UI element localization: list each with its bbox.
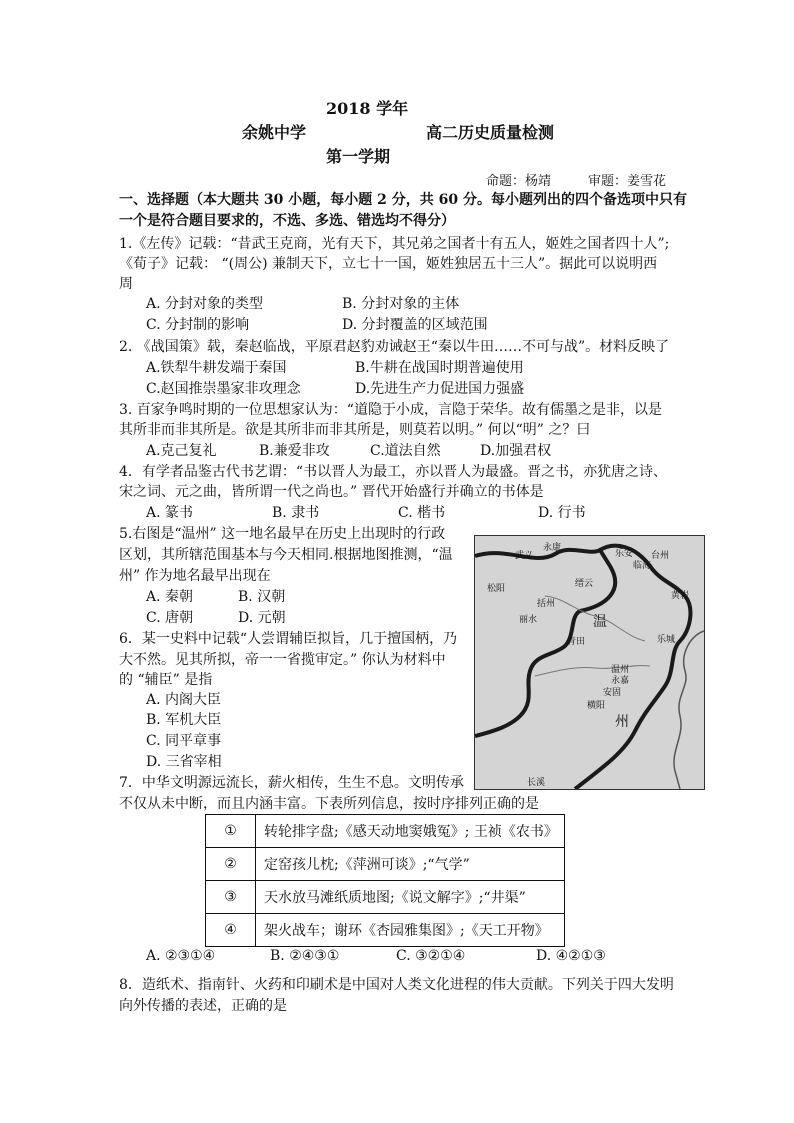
map-label-16: 横阳 [587, 701, 606, 711]
map-graphic [475, 536, 704, 789]
q1-option-d[interactable]: D. 分封覆盖的区域范围 [342, 317, 488, 333]
header-term: 第一学期 [326, 147, 391, 166]
map-label-2: 乐安 [615, 549, 634, 559]
q5-option-b[interactable]: B. 汉朝 [238, 589, 286, 605]
map-label-5: 松阳 [487, 584, 506, 594]
header-year: 2018 学年 [326, 99, 409, 118]
q2-option-b[interactable]: B.牛耕在战国时期普遍使用 [355, 360, 524, 376]
q2-option-a[interactable]: A.铁犁牛耕发端于秦国 [146, 360, 287, 376]
q3-line2: 其所非而非其所是。欲是其所非而非其所是，则莫若以明。” 何以“明” 之？曰 [119, 422, 591, 438]
q3-option-c[interactable]: C.道法自然 [370, 443, 441, 459]
q1-option-c[interactable]: C. 分封制的影响 [146, 317, 250, 333]
q3-option-d[interactable]: D.加强君权 [480, 443, 552, 459]
map-label-10: 温 [593, 614, 607, 630]
q7-row-number: ③ [206, 881, 256, 914]
q6-option-b[interactable]: B. 军机大臣 [146, 712, 222, 728]
wenzhou-map [474, 535, 705, 790]
map-label-3: 台州 [651, 551, 670, 561]
q7-row-number: ② [206, 848, 256, 881]
q4-option-d[interactable]: D. 行书 [538, 505, 586, 521]
q2-option-d[interactable]: D.先进生产力促进国力强盛 [355, 381, 525, 397]
q1-line1: 1.《左传》记载：“昔武王克商，光有天下，其兄弟之国者十有五人，姬姓之国者四十人”; [119, 236, 670, 252]
q7-option-a[interactable]: A. ②③①④ [146, 948, 216, 964]
q6-option-c[interactable]: C. 同平章事 [146, 733, 222, 749]
map-label-0: 永康 [543, 543, 562, 553]
q8-line2: 向外传播的表述，正确的是 [119, 998, 287, 1014]
q3-option-a[interactable]: A.克己复礼 [146, 443, 217, 459]
map-label-4: 临海 [633, 561, 652, 571]
table-row [206, 914, 565, 947]
q1-option-b[interactable]: B. 分封对象的主体 [342, 296, 460, 312]
q4-option-b[interactable]: B. 隶书 [272, 505, 320, 521]
map-label-12: 青田 [567, 637, 586, 647]
q7-row-content: 架火战车；谢环《杏园雅集图》;《天工开物》 [256, 914, 565, 947]
map-label-11: 乐城 [657, 635, 676, 645]
map-label-17: 州 [615, 714, 629, 730]
q8-line1: 8．造纸术、指南针、火药和印刷术是中国对人类文化进程的伟大贡献。下列关于四大发明 [119, 977, 674, 993]
q7-row-content: 天水放马滩纸质地图;《说文解字》;“井渠” [256, 881, 565, 914]
header-setter: 命题：杨靖 [486, 174, 552, 189]
q3-option-b[interactable]: B.兼爱非攻 [259, 443, 330, 459]
map-label-8: 黄岩 [671, 591, 690, 601]
q5-line2: 区划，其所辖范围基本与今天相同.根据地图推测，“温 [119, 547, 453, 563]
map-label-6: 括州 [537, 599, 556, 609]
q7-line2: 不仅从未中断，而且内涵丰富。下表所列信息，按时序排列正确的是 [119, 796, 539, 812]
q6-option-a[interactable]: A. 内阁大臣 [146, 692, 222, 708]
q7-row-content: 定窑孩儿枕;《萍洲可谈》;“气学” [256, 848, 565, 881]
q5-line3: 州” 作为地名最早出现在 [119, 568, 271, 584]
q7-option-c[interactable]: C. ③②①④ [396, 948, 466, 964]
q4-line1: 4．有学者品鉴古代书艺谓：“书以晋人为最工，亦以晋人为最盛。晋之书，亦犹唐之诗、 [119, 464, 668, 480]
section1-line1: 一、选择题（本大题共 30 小题，每小题 2 分，共 60 分。每小题列出的四个备选项中只有 [119, 192, 687, 208]
q6-line3: 的 “辅臣” 是指 [119, 672, 213, 688]
q2-line1: 2. 《战国策》载，秦赵临战，平原君赵豹劝诫赵王“秦以牛田……不可与战”。材料反映了 [119, 339, 670, 355]
map-label-15: 安固 [603, 688, 622, 698]
map-label-14: 永嘉 [611, 676, 630, 686]
map-label-7: 丽水 [519, 615, 538, 625]
map-label-13: 温州 [611, 665, 630, 675]
q3-line1: 3. 百家争鸣时期的一位思想家认为：“道隐于小成，言隐于荣华。故有儒墨之是非，以是 [119, 402, 662, 418]
q1-line3: 周 [119, 276, 133, 292]
q7-option-d[interactable]: D. ④②①③ [536, 948, 606, 964]
q5-line1: 5.右图是“温州” 这一地名最早在历史上出现时的行政 [119, 526, 446, 542]
map-label-18: 长溪 [527, 778, 546, 788]
section1-line2: 一个是符合题目要求的，不选、多选、错选均不得分） [119, 213, 455, 229]
table-row [206, 848, 565, 881]
q7-row-number: ① [206, 815, 256, 848]
q6-line2: 大不然。见其所拟，帝一一省揽审定。” 你认为材料中 [119, 652, 446, 668]
q5-option-c[interactable]: C. 唐朝 [146, 610, 194, 626]
header-school: 余姚中学 [242, 123, 307, 142]
table-row [206, 815, 565, 848]
q7-row-content: 转轮排字盘;《感天动地窦娥冤》; 王祯《农书》 [256, 815, 565, 848]
q5-option-a[interactable]: A. 秦朝 [146, 589, 194, 605]
q1-line2: 《荀子》记载： “(周公) 兼制天下，立七十一国，姬姓独居五十三人”。据此可以说明西 [119, 256, 658, 272]
table-row [206, 881, 565, 914]
q7-info-table [205, 814, 565, 947]
map-label-1: 武义 [515, 551, 534, 561]
q6-option-d[interactable]: D. 三省宰相 [146, 754, 222, 770]
q1-option-a[interactable]: A. 分封对象的类型 [146, 296, 264, 312]
q4-line2: 宋之词、元之曲，皆所谓一代之尚也。” 晋代开始盛行并确立的书体是 [119, 484, 544, 500]
q2-option-c[interactable]: C.赵国推崇墨家非攻理念 [146, 381, 301, 397]
map-label-9: 缙云 [575, 579, 594, 589]
map-background [475, 536, 704, 789]
q7-line1: 7．中华文明源远流长，薪火相传，生生不息。文明传承 [119, 775, 464, 791]
q7-option-b[interactable]: B. ②④③① [270, 948, 340, 964]
q5-option-d[interactable]: D. 元朝 [238, 610, 286, 626]
q6-line1: 6．某一史料中记载“人尝谓辅臣拟旨，几于擅国柄，乃 [119, 631, 458, 647]
header-exam-title: 高二历史质量检测 [426, 123, 555, 142]
q4-option-a[interactable]: A. 篆书 [146, 505, 194, 521]
header-reviewer: 审题：姜雪花 [588, 174, 667, 189]
q7-row-number: ④ [206, 914, 256, 947]
q4-option-c[interactable]: C. 楷书 [398, 505, 446, 521]
